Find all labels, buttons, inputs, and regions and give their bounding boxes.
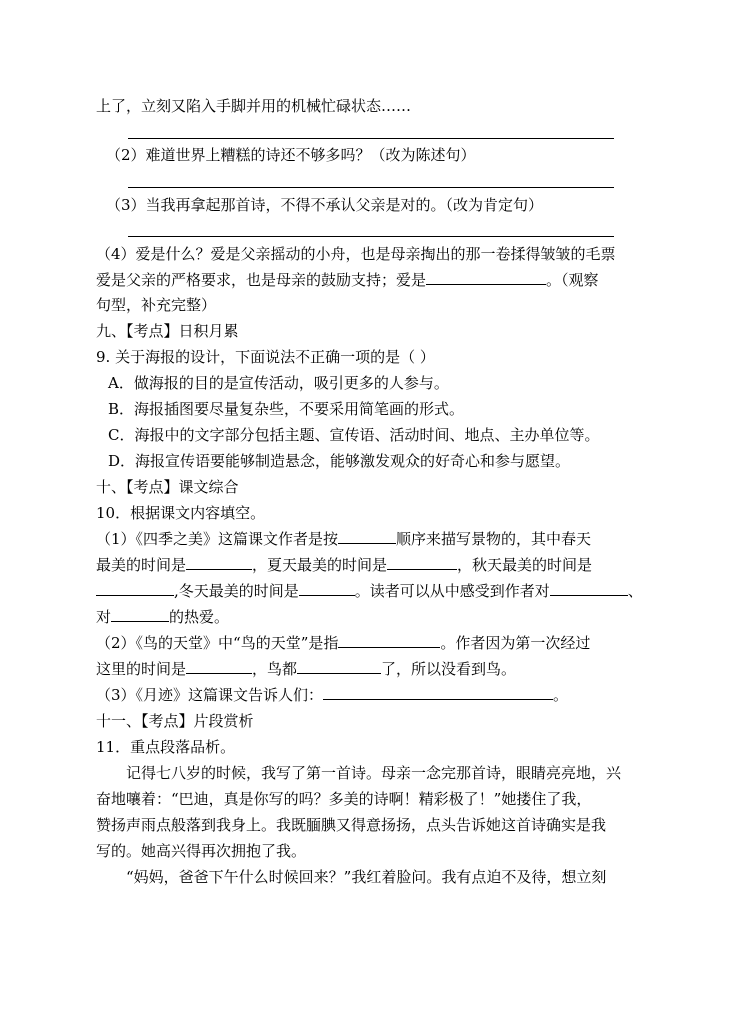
- q10-1-text-c: 最美的时间是: [96, 556, 187, 574]
- question-10-1-line-4: [96, 607, 229, 627]
- question-10-2-line-2: [96, 659, 516, 679]
- fill-blank[interactable]: [186, 555, 252, 570]
- option-9-b: B．海报插图要尽量复杂些，不要采用简笔画的形式。: [108, 400, 465, 418]
- question-8-4-line-3: 句型，补充完整）: [96, 296, 217, 314]
- question-9: 9. 关于海报的设计，下面说法不正确一项的是（ ）: [96, 348, 435, 366]
- q10-1-text-f: ,冬天最美的时间是: [174, 582, 299, 600]
- option-9-d: D．海报宣传语要能够制造悬念，能够激发观众的好奇心和参与愿望。: [108, 452, 571, 470]
- q10-2-text-d: ，鸟都: [252, 660, 298, 678]
- fill-blank[interactable]: [299, 581, 355, 596]
- passage-line-2: 奋地嚷着：“巴迪，真是你写的吗？多美的诗啊！精彩极了！”她搂住了我，: [96, 790, 592, 808]
- fill-blank[interactable]: [297, 659, 381, 674]
- fill-blank[interactable]: [323, 685, 553, 700]
- q4-text-b: 。（观察: [546, 271, 599, 289]
- answer-line-3: [128, 236, 614, 237]
- q10-2-text-c: 这里的时间是: [96, 660, 187, 678]
- fill-blank[interactable]: [96, 581, 174, 596]
- fill-blank[interactable]: [338, 633, 440, 648]
- q10-1-text-a: （1）《四季之美》这篇课文作者是按: [96, 530, 339, 548]
- fill-blank[interactable]: [426, 270, 546, 285]
- q10-3-text-b: 。: [553, 686, 569, 704]
- q10-1-text-d: ，夏天最美的时间是: [252, 556, 388, 574]
- q10-1-text-b: 顺序来描写景物的，其中春天: [396, 530, 592, 548]
- answer-line-1: [128, 138, 614, 139]
- question-10-1-line-3: [96, 581, 643, 601]
- q10-1-text-g: 。读者可以从中感受到作者对: [354, 582, 550, 600]
- passage-line-3: 赞扬声雨点般落到我身上。我既腼腆又得意扬扬，点头告诉她这首诗确实是我: [96, 816, 607, 834]
- question-8-4-line-1: （4）爱是什么？爱是父亲摇动的小舟，也是母亲掏出的那一卷揉得皱皱的毛票: [96, 245, 616, 263]
- answer-line-2: [128, 187, 614, 188]
- option-9-c: C．海报中的文字部分包括主题、宣传语、活动时间、地点、主办单位等。: [108, 426, 600, 444]
- q10-1-text-h: 、: [627, 582, 643, 600]
- question-8-3: （3）当我再拿起那首诗，不得不承认父亲是对的。（改为肯定句）: [106, 196, 544, 214]
- question-10-3: [96, 685, 568, 705]
- q10-2-text-a: （2）《鸟的天堂》中“鸟的天堂”是指: [96, 634, 339, 652]
- fill-blank[interactable]: [387, 555, 457, 570]
- passage-line-5: “妈妈，爸爸下午什么时候回来？”我红着脸问。我有点迫不及待，想立刻: [126, 868, 607, 886]
- q10-2-text-e: 了，所以没看到鸟。: [381, 660, 517, 678]
- fill-blank[interactable]: [186, 659, 252, 674]
- question-8-4-line-2: [96, 270, 599, 290]
- section-11-heading: 十一、【考点】片段赏析: [96, 712, 254, 730]
- fill-blank[interactable]: [111, 607, 169, 622]
- fill-blank[interactable]: [550, 581, 628, 596]
- fill-blank[interactable]: [338, 529, 396, 544]
- question-11: 11．重点段落品析。: [96, 738, 236, 756]
- q4-text-a: 爱是父亲的严格要求，也是母亲的鼓励支持；爱是: [96, 271, 427, 289]
- question-10-2-line-1: [96, 633, 590, 653]
- q10-1-text-e: ，秋天最美的时间是: [457, 556, 593, 574]
- question-10-1-line-1: [96, 529, 591, 549]
- q10-3-text-a: （3）《月迹》这篇课文告诉人们：: [96, 686, 324, 704]
- question-10: 10．根据课文内容填空。: [96, 504, 266, 522]
- section-9-heading: 九、【考点】日积月累: [96, 322, 239, 340]
- option-9-a: A．做海报的目的是宣传活动，吸引更多的人参与。: [108, 374, 449, 392]
- question-8-2: （2）难道世界上糟糕的诗还不够多吗？（改为陈述句）: [106, 146, 476, 164]
- q10-1-text-i: 对: [96, 608, 112, 626]
- q10-2-text-b: 。作者因为第一次经过: [440, 634, 591, 652]
- continued-text-line: 上了，立刻又陷入手脚并用的机械忙碌状态……: [96, 97, 412, 115]
- passage-line-4: 写的。她高兴得再次拥抱了我。: [96, 842, 307, 860]
- section-10-heading: 十、【考点】课文综合: [96, 478, 239, 496]
- question-10-1-line-2: [96, 555, 592, 575]
- passage-line-1: 记得七八岁的时候，我写了第一首诗。母亲一念完那首诗，眼睛亮亮地，兴: [126, 764, 622, 782]
- q10-1-text-j: 的热爱。: [169, 608, 230, 626]
